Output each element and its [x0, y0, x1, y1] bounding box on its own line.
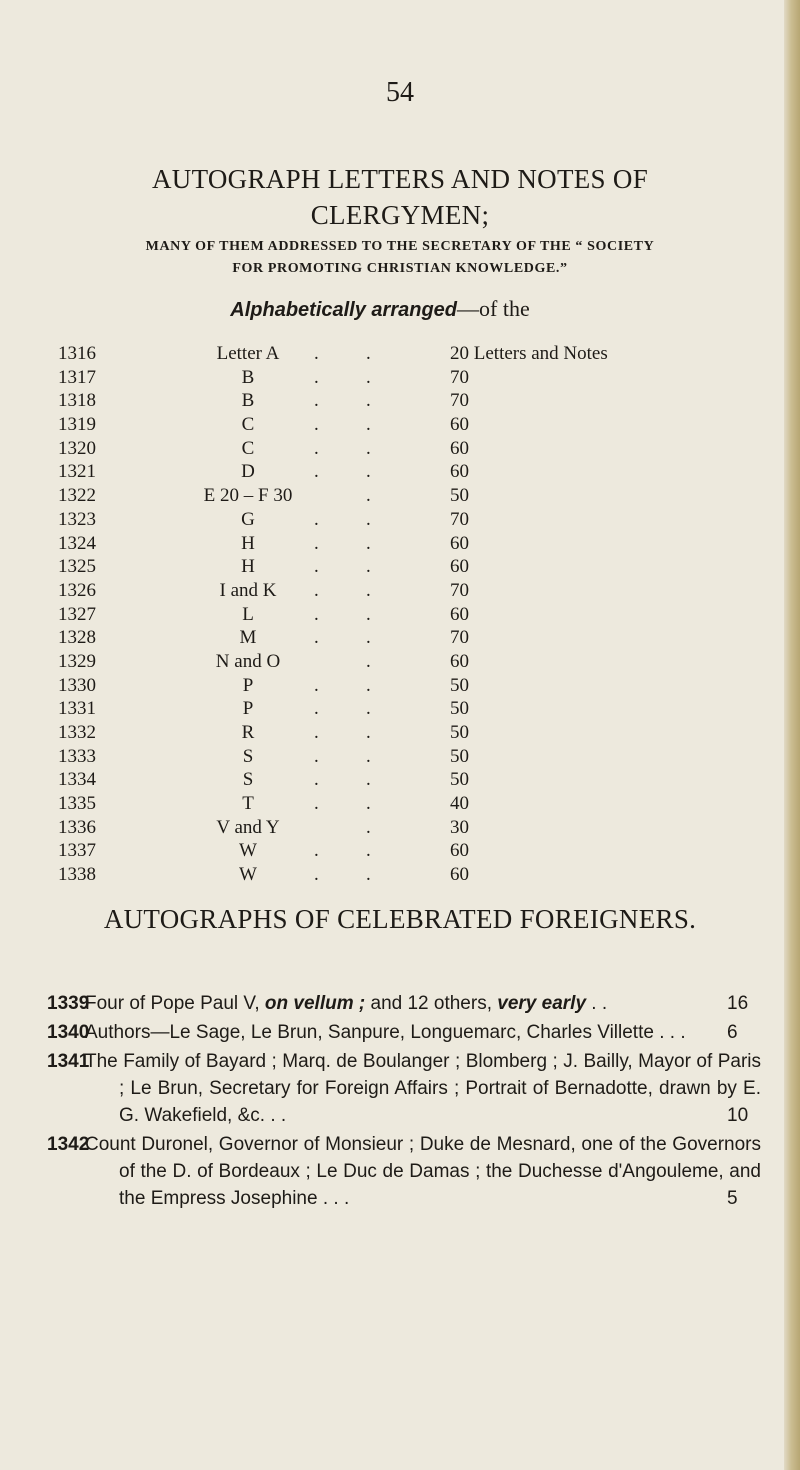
leader-dot: . — [314, 556, 319, 578]
leader-dot: . — [314, 793, 319, 815]
leader-dot: . — [366, 816, 371, 838]
lot-letter: Letter A — [216, 343, 280, 364]
title-line-2: CLERGYMEN; — [310, 200, 490, 230]
lot-count: 40 — [450, 793, 469, 815]
leader-dots: . . . — [653, 1022, 686, 1043]
leader-dot: . — [314, 461, 319, 483]
lot-count: 50 — [450, 698, 469, 720]
lot-count: 20 Letters and Notes — [450, 343, 608, 364]
leader-dot: . — [366, 508, 371, 530]
lot-number: 1328 — [58, 627, 96, 649]
entry-description: Authors—Le Sage, Le Brun, Sanpure, Longuemarc, Charles Villette . . . 6 — [85, 1022, 738, 1043]
leader-dot: . — [366, 698, 371, 720]
lot-letter: P — [242, 674, 254, 696]
lot-letter: R — [241, 722, 255, 743]
leader-dot: . — [366, 603, 371, 625]
section-subtitle — [40, 236, 760, 280]
foreigners-heading: AUTOGRAPHS OF CELEBRATED FOREIGNERS. — [103, 904, 697, 934]
arrangement-note — [0, 296, 760, 322]
subtitle-line-1: MANY OF THEM ADDRESSED TO THE SECRETARY OF THE “ SOCIETY — [145, 239, 655, 254]
lot-letter: B — [241, 390, 255, 412]
lot-number: 1333 — [58, 745, 96, 767]
lot-count: 50 — [450, 769, 469, 791]
leader-dot: . — [314, 508, 319, 530]
lot-row — [58, 555, 778, 579]
lot-count: 60 — [450, 532, 469, 554]
lot-number: 1335 — [58, 793, 96, 815]
lot-row — [58, 508, 778, 532]
lot-row — [58, 863, 778, 887]
leader-dot: . — [366, 414, 371, 436]
lot-letter: I and K — [219, 579, 277, 601]
lot-letter: D — [241, 461, 255, 483]
lot-letter: S — [242, 745, 254, 767]
lot-number: 1337 — [58, 840, 96, 862]
lot-row — [58, 532, 778, 556]
entry-text-a: Authors—Le Sage, Le Brun, Sanpure, Longuemarc, Charles Villette — [85, 1022, 654, 1043]
list-item — [0, 1019, 800, 1046]
lot-row — [58, 768, 778, 792]
lot-number: 1332 — [58, 722, 96, 743]
lot-number: 1318 — [58, 390, 96, 412]
lot-number: 1317 — [58, 366, 96, 388]
leader-dot: . — [314, 414, 319, 436]
entry-number: 1339 — [47, 993, 90, 1014]
leader-dot: . — [314, 745, 319, 767]
leader-dot: . — [314, 698, 319, 720]
leader-dot: . — [366, 864, 371, 886]
leader-dots: . . . — [317, 1188, 350, 1209]
leader-dot: . — [366, 579, 371, 601]
lot-number: 1327 — [58, 603, 96, 625]
entry-text-a: Count Duronel, Governor of Monsieur ; Duke de Mesnard, one of the Governors of the D. of Bordeaux ; Le Duc de Damas ; the Duchesse d'Angouleme, and the Empress Josephine — [85, 1134, 761, 1209]
lot-row — [58, 839, 778, 863]
lot-number: 1322 — [58, 485, 96, 507]
lot-letter: L — [242, 603, 254, 625]
lot-letter: S — [242, 769, 254, 791]
lot-row — [58, 389, 778, 413]
leader-dot: . — [366, 650, 371, 672]
entry-number: 1340 — [47, 1022, 90, 1043]
lot-letter: T — [242, 793, 254, 815]
lot-count: 70 — [450, 627, 469, 649]
lot-number: 1319 — [58, 414, 96, 436]
lot-row — [58, 437, 778, 461]
lot-row — [58, 413, 778, 437]
lot-number: 1330 — [58, 674, 96, 696]
arrangement-italic: Alphabetically arranged — [230, 299, 458, 321]
lot-letter: M — [239, 627, 257, 649]
lot-count: 60 — [450, 603, 469, 625]
leader-dot: . — [366, 627, 371, 649]
lot-count: 60 — [450, 864, 469, 886]
lot-letter: W — [239, 864, 257, 886]
leader-dot: . — [366, 674, 371, 696]
lot-row — [58, 342, 778, 366]
list-item — [0, 1048, 800, 1129]
leader-dot: . — [314, 343, 319, 364]
lot-letter: C — [241, 414, 255, 436]
lot-count: 50 — [450, 674, 469, 696]
lot-count: 50 — [450, 745, 469, 767]
lot-letter: E 20 – F 30 — [203, 485, 293, 507]
leader-dots: . . — [265, 1105, 287, 1126]
lot-number: 1320 — [58, 437, 96, 459]
lot-number: 1329 — [58, 650, 96, 672]
entry-description: The Family of Bayard ; Marq. de Boulanger ; Blomberg ; J. Bailly, Mayor of Paris ; Le Brun, Secretary for Foreign Affairs ; Portrait of Bernadotte, drawn by E. G. Wakefield, &c. . . 10 — [85, 1051, 761, 1126]
lot-letter: C — [241, 437, 255, 459]
lot-number: 1334 — [58, 769, 96, 791]
lot-table — [58, 342, 778, 887]
lot-count: 60 — [450, 461, 469, 483]
leader-dot: . — [314, 722, 319, 743]
lot-count: 70 — [450, 366, 469, 388]
entry-italic-a: on vellum ; — [264, 993, 366, 1014]
leader-dot: . — [366, 745, 371, 767]
list-item — [0, 990, 800, 1017]
page-number: 54 — [386, 77, 414, 108]
leader-dot: . — [314, 437, 319, 459]
leader-dot: . — [314, 864, 319, 886]
leader-dot: . — [314, 366, 319, 388]
entry-text-a: The Family of Bayard ; Marq. de Boulanger ; Blomberg ; J. Bailly, Mayor of Paris ; Le Brun, Secretary for Foreign Affairs ; Portrait of Bernadotte, drawn by E. G. Wakefield, &c. — [85, 1051, 761, 1126]
foreigners-list — [0, 990, 800, 1214]
lot-letter: H — [241, 556, 255, 578]
lot-count: 60 — [450, 414, 469, 436]
entry-text-b: and 12 others, — [365, 993, 498, 1014]
lot-number: 1331 — [58, 698, 96, 720]
leader-dot: . — [314, 579, 319, 601]
lot-count: 70 — [450, 390, 469, 412]
lot-number: 1323 — [58, 508, 96, 530]
leader-dot: . — [366, 485, 371, 507]
lot-count: 50 — [450, 485, 469, 507]
lot-count: 70 — [450, 579, 469, 601]
leader-dot: . — [314, 627, 319, 649]
lot-number: 1321 — [58, 461, 96, 483]
leader-dot: . — [366, 769, 371, 791]
lot-letter: G — [241, 508, 255, 530]
leader-dots: . . — [586, 993, 608, 1014]
entry-text-a: Four of Pope Paul V, — [85, 993, 265, 1014]
lot-letter: B — [241, 366, 255, 388]
lot-letter: W — [239, 840, 257, 862]
lot-letter: N and O — [215, 650, 281, 672]
lot-number: 1338 — [58, 864, 96, 886]
lot-count: 60 — [450, 650, 469, 672]
lot-count: 60 — [450, 437, 469, 459]
leader-dot: . — [366, 532, 371, 554]
lot-row — [58, 484, 778, 508]
lot-row — [58, 745, 778, 769]
lot-row — [58, 603, 778, 627]
lot-count: 60 — [450, 840, 469, 862]
lot-letter: P — [242, 698, 254, 720]
section-title — [60, 161, 740, 233]
arrangement-rest: —of the — [457, 296, 530, 321]
lot-number: 1336 — [58, 816, 96, 838]
entry-number: 1341 — [47, 1051, 90, 1072]
lot-row — [58, 366, 778, 390]
lot-number: 1326 — [58, 579, 96, 601]
lot-row — [58, 650, 778, 674]
lot-row — [58, 816, 778, 840]
lot-letter: V and Y — [216, 816, 280, 838]
leader-dot: . — [314, 390, 319, 412]
list-item — [0, 1131, 800, 1212]
leader-dot: . — [366, 343, 371, 364]
lot-count: 60 — [450, 556, 469, 578]
leader-dot: . — [366, 461, 371, 483]
leader-dot: . — [366, 366, 371, 388]
leader-dot: . — [366, 556, 371, 578]
entry-description: Four of Pope Paul V, on vellum ; and 12 others, very early . . 16 — [85, 993, 749, 1014]
lot-number: 1324 — [58, 532, 96, 554]
leader-dot: . — [366, 437, 371, 459]
lot-count: 70 — [450, 508, 469, 530]
leader-dot: . — [314, 674, 319, 696]
lot-row — [58, 626, 778, 650]
leader-dot: . — [366, 793, 371, 815]
entry-number: 1342 — [47, 1134, 90, 1155]
subtitle-line-2: FOR PROMOTING CHRISTIAN KNOWLEDGE.” — [232, 261, 568, 276]
lot-number: 1325 — [58, 556, 96, 578]
leader-dot: . — [314, 603, 319, 625]
leader-dot: . — [314, 840, 319, 862]
lot-row — [58, 460, 778, 484]
leader-dot: . — [314, 532, 319, 554]
lot-number: 1316 — [58, 343, 96, 364]
leader-dot: . — [366, 390, 371, 412]
entry-italic-b: very early — [497, 993, 587, 1014]
title-line-1: AUTOGRAPH LETTERS AND NOTES OF — [151, 164, 649, 194]
leader-dot: . — [314, 769, 319, 791]
lot-row — [58, 721, 778, 745]
page-edge — [784, 0, 800, 1470]
lot-count: 50 — [450, 722, 469, 743]
lot-row — [58, 579, 778, 603]
lot-row — [58, 674, 778, 698]
entry-description: Count Duronel, Governor of Monsieur ; Duke de Mesnard, one of the Governors of the D. of Bordeaux ; Le Duc de Damas ; the Duchesse d'Angouleme, and the Empress Josephine . . . 5 — [85, 1134, 761, 1209]
leader-dot: . — [366, 722, 371, 743]
lot-count: 30 — [450, 816, 469, 838]
lot-row — [58, 792, 778, 816]
lot-row — [58, 697, 778, 721]
leader-dot: . — [366, 840, 371, 862]
lot-letter: H — [241, 532, 255, 554]
